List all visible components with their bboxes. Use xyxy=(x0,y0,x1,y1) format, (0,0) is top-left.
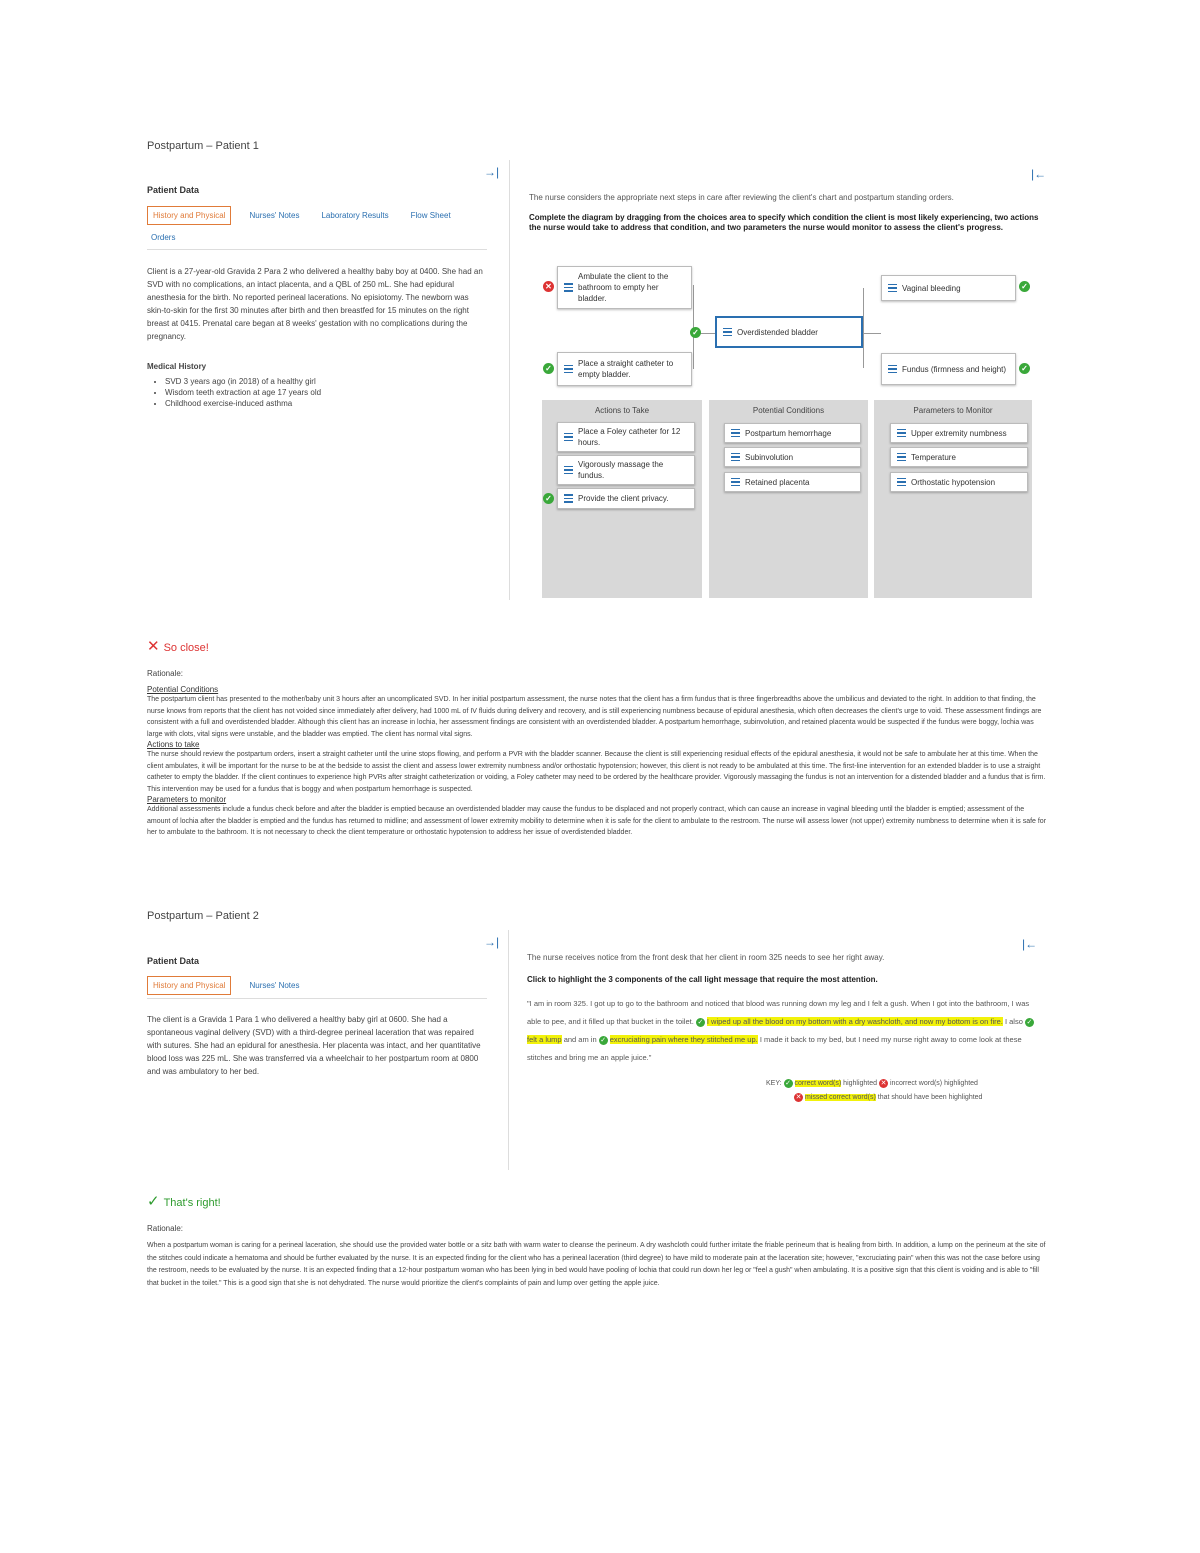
drag-handle-icon[interactable] xyxy=(731,476,740,489)
patient1-rationale xyxy=(147,685,1047,839)
list-item: • Childhood exercise-induced asthma xyxy=(165,398,495,409)
rationale-conditions-text: The postpartum client has presented to the mother/baby unit 3 hours after an uncomplicated SVD. In her initial postpartum assessment, the nurse notes that the client has a firm fundus that is three fingerbreadths above the umbilicus and deviated to the right. In addition to that finding, the nurse knows from reports that the client has not voided since immediately after delivery, had 1000 mL of IV fluids during delivery and recovery, and is still experiencing numbness because of epidural anesthesia, which often decreases the client's urge to void. These assessment findings are consistent with a full and overdistended bladder. Although this client has an increase in lochia, her assessment findings are consistent with an overdistended bladder. A postpartum hemorrhage, subinvolution, and retained placenta would be suspected if the fundus were boggy, lochia was large with clots, vital signs were unstable, and the bladder was emptied. The client has normal vital signs. xyxy=(147,696,1042,738)
incorrect-icon: ✕ xyxy=(795,1093,802,1101)
drag-handle-icon[interactable] xyxy=(731,427,740,440)
drag-handle-icon[interactable] xyxy=(564,363,573,376)
choice-label: Upper extremity numbness xyxy=(911,428,1007,438)
patient2-history-paragraph: The client is a Gravida 1 Para 1 who delivered a healthy baby girl at 0600. She had a spontaneous vaginal delivery (SVD) with a third-degree perineal laceration that was repaired with sutures. She had an epidural for anesthesia. Her placenta was intact, and her quantitative blood loss was 225 mL. She was transferred via a wheelchair to her postpartum room at 0800 and was ambulatory to her bed. xyxy=(147,1015,481,1076)
choice-condition-1[interactable] xyxy=(724,423,861,443)
patient2-tab-divider xyxy=(147,998,487,999)
drag-handle-icon[interactable] xyxy=(723,326,732,339)
key-label: KEY: xyxy=(766,1080,782,1087)
list-item: • SVD 3 years ago (in 2018) of a healthy girl xyxy=(165,376,495,387)
rationale-params-text: Additional assessments include a fundus check before and after the bladder is emptied because an overdistended bladder may cause the fundus to be displaced and not properly contract, which can cause an increase in vaginal bleeding until the bladder is emptied; assessment of the amount of lochia after the bladder is emptied and the fundus has returned to midline; and assessment of lower extremity mobility to determine when it is safe for the client to ambulate to the restroom. The nurse will assess lower (not upper) extremity numbness to determine when it is safe for her to ambulate to the bathroom. It is not necessary to check the client temperature or orthostatic hypotension to address her issue of overdistended bladder. xyxy=(147,806,1047,836)
diagram-param-slot-2[interactable] xyxy=(881,353,1016,385)
patient2-intro: The nurse receives notice from the front desk that her client in room 325 needs to see her right away. xyxy=(527,953,885,962)
patient2-result-text: That's right! xyxy=(163,1197,221,1209)
correct-icon: ✓ xyxy=(690,327,701,338)
rationale-subhead-actions: Actions to take xyxy=(147,740,200,749)
patient2-panel-divider xyxy=(508,930,509,1170)
params-column-title: Parameters to Monitor xyxy=(913,406,993,415)
correct-icon: ✓ xyxy=(1026,1018,1033,1026)
choice-label: Postpartum hemorrhage xyxy=(745,428,832,438)
actions-column-title: Actions to Take xyxy=(594,406,650,415)
patient1-page-title: Postpartum – Patient 1 xyxy=(147,140,259,152)
patient1-rationale-label: Rationale: xyxy=(147,669,184,678)
key-correct: correct word(s) xyxy=(794,1080,842,1087)
connector-line xyxy=(693,285,694,333)
diagram-action-2-label: Place a straight catheter to empty bladder. xyxy=(578,359,674,379)
drag-handle-icon[interactable] xyxy=(897,427,906,440)
patient2-page-title: Postpartum – Patient 2 xyxy=(147,910,259,922)
diagram-condition-slot[interactable] xyxy=(715,316,863,348)
correct-icon: ✓ xyxy=(1019,363,1030,374)
drag-handle-icon[interactable] xyxy=(888,363,897,376)
key-incorrect-suffix: highlighted xyxy=(944,1080,978,1087)
key-row xyxy=(766,1077,1046,1091)
message-text[interactable]: "I am in room 325. I got up to go to the bathroom and noticed that blood was running down my leg and I felt a gush. When I got into the bathroom, I was able to pee, and it filled up that bucket in the toilet. xyxy=(527,999,1030,1026)
choice-param-3[interactable] xyxy=(890,472,1028,492)
drag-handle-icon[interactable] xyxy=(564,492,573,505)
choice-action-1[interactable] xyxy=(557,422,695,452)
correct-icon: ✓ xyxy=(1019,281,1030,292)
medical-history-list xyxy=(147,376,495,409)
collapse-left-icon[interactable]: →| xyxy=(484,935,500,949)
patient2-rationale-text: When a postpartum woman is caring for a perineal laceration, she should use the provided water bottle or a sitz bath with warm water to cleanse the perineum. A dry washcloth could further irritate the friable perineum that is healing from birth. In addition, a lump on the perineum at the site of the stitches could indicate a hematoma and should be further evaluated by the nurse. It is an expected finding for the client who has a perineal laceration (third degree) to have mild to moderate pain at the laceration site; however, "excruciating pain" when this was not the case before using the restroom, needs to be evaluated by the nurse. It is an expected finding that a 12-hour postpartum woman who has been lying in bed would have pooling of lochia that could run down her leg or "feel a gush" when ambulating. It is a positive sign that this client is voiding and is able to "fill that bucket in the toilet." This is a good sign that she is not dehydrated. The nurse would prioritize the client's complaints of pain and lump over getting the apple juice. xyxy=(147,1242,1046,1287)
choice-label: Subinvolution xyxy=(745,452,794,462)
patient1-result xyxy=(147,637,209,655)
list-item: • Wisdom teeth extraction at age 17 years old xyxy=(165,387,495,398)
message-text[interactable]: I made it back to my bed, but I need my nurse right away to come look at these stitches and bring me an apple juice." xyxy=(527,1035,1022,1062)
choice-param-1[interactable] xyxy=(890,423,1028,443)
rationale-subhead-conditions: Potential Conditions xyxy=(147,685,219,694)
collapse-right-icon[interactable]: |← xyxy=(1022,937,1038,951)
correct-icon: ✓ xyxy=(543,363,554,374)
patient1-intro: The nurse considers the appropriate next steps in care after reviewing the client's chart and postpartum standing orders. xyxy=(529,193,954,202)
diagram-action-slot-2[interactable] xyxy=(557,352,692,386)
drag-handle-icon[interactable] xyxy=(564,464,573,477)
drag-handle-icon[interactable] xyxy=(564,431,573,444)
correct-icon: ✓ xyxy=(600,1036,607,1044)
choice-label: Place a Foley catheter for 12 hours. xyxy=(578,427,681,447)
highlight-3[interactable]: excruciating pain where they stitched me up. xyxy=(609,1035,758,1044)
correct-icon: ✓ xyxy=(543,493,554,504)
diagram-param-slot-1[interactable] xyxy=(881,275,1016,301)
incorrect-icon: ✕ xyxy=(880,1079,887,1087)
conditions-column-title: Potential Conditions xyxy=(752,406,825,415)
tab-history-and-physical[interactable]: History and Physical xyxy=(147,206,231,225)
check-icon: ✓ xyxy=(147,1193,160,1210)
tab-nurses-notes[interactable]: Nurses' Notes xyxy=(249,211,300,220)
choice-param-2[interactable] xyxy=(890,447,1028,467)
tab-flow-sheet[interactable]: Flow Sheet xyxy=(410,211,451,220)
choice-label: Temperature xyxy=(911,452,956,462)
tab-laboratory-results[interactable]: Laboratory Results xyxy=(321,211,389,220)
patient2-result xyxy=(147,1192,221,1210)
highlight-key xyxy=(766,1077,1046,1105)
key-correct-suffix: highlighted xyxy=(843,1080,878,1087)
drag-handle-icon[interactable] xyxy=(897,476,906,489)
key-incorrect: incorrect word(s) xyxy=(890,1080,943,1087)
patient1-panel-divider xyxy=(509,160,510,600)
patient1-history-paragraph: Client is a 27-year-old Gravida 2 Para 2 who delivered a healthy baby boy at 0400. She had an SVD with no complications, an intact placenta, and a QBL of 250 mL. She had epidural anesthesia for the birth. No reported perineal lacerations. No episiotomy. The newborn was skin-to-skin for the first 30 minutes after birth and then breastfed for 15 minutes on the right breast at 0415. Prenatal care began at 8 weeks' gestation with no complications during the pregnancy. xyxy=(147,267,483,341)
choice-action-3[interactable] xyxy=(557,488,695,509)
rationale-subhead-params: Parameters to monitor xyxy=(147,795,227,804)
key-row xyxy=(766,1091,1046,1105)
patient2-patient-data-title: Patient Data xyxy=(147,956,200,966)
diagram-condition-label: Overdistended bladder xyxy=(737,327,818,337)
patient1-result-text: So close! xyxy=(163,642,209,654)
connector-line xyxy=(693,333,694,369)
correct-icon: ✓ xyxy=(785,1079,791,1087)
rationale-actions-text: The nurse should review the postpartum orders, insert a straight catheter until the urine stops flowing, and perform a PVR with the bladder scanner. Because the client is still experiencing residual effects of the epidural anesthesia, it would not be safe to ambulate her at this time. When the client ambulates, it will be important for the nurse to be at the bedside to assist the client and assess lower extremity numbness and/or orthostatic hypotension; however, this client is not ready to be ambulated at this time. The first-line intervention for an extended bladder is to use a straight catheter to empty the bladder. If the client continues to experience high PVRs after straight catheterization or voiding, a Foley catheter may need to be ordered by the healthcare provider. Vigorously massaging the fundus is not an intervention for a distended bladder and a fundus that is firm. This intervention may be used for a fundus that is boggy and when postpartum hemorrhage is suspected. xyxy=(147,751,1046,793)
correct-icon: ✓ xyxy=(697,1018,704,1026)
diagram-action-1-label: Ambulate the client to the bathroom to empty her bladder. xyxy=(578,272,669,303)
choice-label: Provide the client privacy. xyxy=(578,494,669,503)
diagram-param-1-label: Vaginal bleeding xyxy=(902,283,961,293)
drag-handle-icon[interactable] xyxy=(888,282,897,295)
incorrect-icon: ✕ xyxy=(543,281,554,292)
call-light-message xyxy=(527,995,1042,1067)
patient2-rationale-label: Rationale: xyxy=(147,1224,184,1233)
choice-condition-3[interactable] xyxy=(724,472,861,492)
choice-condition-2[interactable] xyxy=(724,447,861,467)
drag-handle-icon[interactable] xyxy=(564,281,573,294)
choice-label: Orthostatic hypotension xyxy=(911,477,996,487)
medical-history-title: Medical History xyxy=(147,362,207,371)
collapse-right-icon[interactable]: |← xyxy=(1031,167,1047,181)
close-x-icon: ✕ xyxy=(147,638,160,655)
diagram-param-2-label: Fundus (firmness and height) xyxy=(902,364,1007,374)
message-text[interactable]: and am in xyxy=(563,1035,597,1044)
key-missed: missed correct word(s) xyxy=(805,1094,876,1101)
collapse-left-icon[interactable]: →| xyxy=(484,165,500,179)
choice-label: Retained placenta xyxy=(745,477,810,487)
patient1-tab-divider xyxy=(147,249,487,250)
highlight-1[interactable]: I wiped up all the blood on my bottom with a dry washcloth, and now my bottom is on fire. xyxy=(706,1017,1003,1026)
drag-handle-icon[interactable] xyxy=(897,451,906,464)
message-text[interactable]: I also xyxy=(1004,1017,1023,1026)
choice-label: Vigorously massage the fundus. xyxy=(578,460,664,480)
drag-handle-icon[interactable] xyxy=(731,451,740,464)
tab-history-and-physical[interactable]: History and Physical xyxy=(147,976,231,995)
patient1-patient-data-title: Patient Data xyxy=(147,185,200,195)
patient2-instruction: Click to highlight the 3 components of the call light message that require the most attention. xyxy=(527,975,878,984)
tab-nurses-notes[interactable]: Nurses' Notes xyxy=(249,981,300,990)
connector-line xyxy=(863,333,881,334)
key-missed-suffix: that should have been highlighted xyxy=(877,1094,983,1101)
patient1-instruction: Complete the diagram by dragging from the choices area to specify which condition the client is most likely experiencing, two actions the nurse would take to address that condition, and two parameters the nurse would monitor to assess the client's progress. xyxy=(529,213,1039,232)
highlight-2[interactable]: felt a lump xyxy=(527,1035,562,1044)
patient2-tabs xyxy=(147,976,477,995)
diagram-action-slot-1[interactable] xyxy=(557,266,692,309)
choice-action-2[interactable] xyxy=(557,455,695,485)
connector-line xyxy=(863,288,864,368)
patient1-tabs xyxy=(147,206,477,246)
tab-orders[interactable]: Orders xyxy=(151,233,176,242)
